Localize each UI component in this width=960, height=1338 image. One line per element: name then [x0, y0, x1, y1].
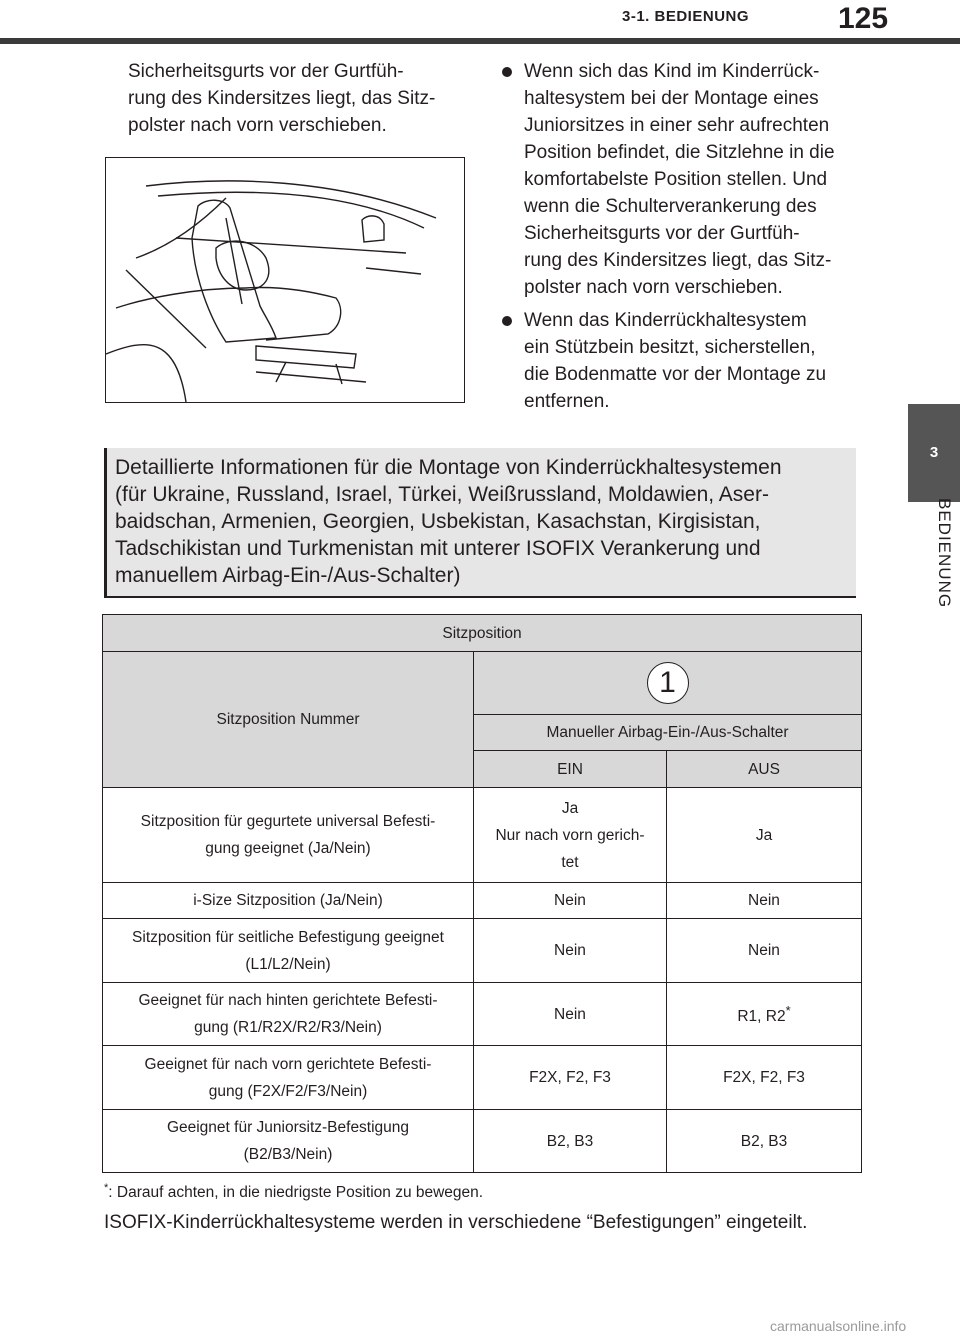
table-header-row — [103, 615, 862, 652]
row-label-line: (L1/L2/Nein) — [245, 955, 331, 973]
intro-paragraph — [128, 58, 473, 139]
intro-line: rung des Kindersitzes liegt, das Sitz- — [128, 88, 436, 109]
row-label-line: Sitzposition für gegurtete universal Befesti- — [140, 813, 436, 830]
seat-number-badge: 1 — [647, 662, 689, 704]
bullet-line: polster nach vorn verschieben. — [524, 277, 783, 298]
info-box-title — [115, 454, 845, 589]
row-value-on: Nein — [474, 919, 667, 983]
row-value-on: Nein — [474, 883, 667, 919]
bullet-list — [500, 58, 865, 421]
row-value-off: Nein — [667, 883, 862, 919]
child-seat-illustration — [106, 158, 464, 402]
airbag-off-label: AUS — [667, 751, 862, 788]
table-row — [103, 1046, 862, 1110]
seat-position-table — [102, 614, 862, 1173]
info-box-rule — [104, 596, 856, 598]
row-label-line: gung geeignet (Ja/Nein) — [205, 840, 371, 857]
airbag-switch-label: Manueller Airbag-Ein-/Aus-Schalter — [474, 715, 862, 751]
table-row — [103, 883, 862, 919]
row-value-off: Nein — [667, 919, 862, 983]
row-label — [103, 983, 474, 1046]
info-title-line: manuellem Airbag-Ein-/Aus-Schalter) — [115, 564, 461, 587]
bullet-line: wenn die Schulterverankerung des — [524, 196, 817, 217]
bullet-item — [500, 58, 865, 301]
info-box — [104, 448, 856, 598]
footnote — [104, 1182, 483, 1202]
bullet-line: entfernen. — [524, 391, 610, 412]
footnote-text: : Darauf achten, in die niedrigste Position zu bewegen. — [108, 1184, 484, 1202]
row-value-off — [667, 983, 862, 1046]
table-row — [103, 788, 862, 883]
row-label — [103, 1046, 474, 1110]
info-box-bar — [104, 448, 107, 598]
row-label-line: Geeignet für nach vorn gerichtete Befesti- — [144, 1055, 432, 1073]
row-label-line: gung (R1/R2X/R2/R3/Nein) — [194, 1019, 382, 1036]
row-label: i-Size Sitzposition (Ja/Nein) — [103, 883, 474, 919]
airbag-on-label: EIN — [474, 751, 667, 788]
info-title-line: baidschan, Armenien, Georgien, Usbekistan, Kasachstan, Kirgisistan, — [115, 510, 761, 533]
chapter-label: BEDIENUNG — [935, 498, 954, 609]
bullet-line: Wenn das Kinderrückhaltesystem — [524, 310, 807, 331]
bullet-line: die Bodenmatte vor der Montage zu — [524, 364, 827, 385]
table-row — [103, 919, 862, 983]
footnote-marker: * — [785, 1003, 791, 1019]
bullet-line: rung des Kindersitzes liegt, das Sitz- — [524, 250, 832, 271]
row-label — [103, 788, 474, 883]
bullet-line: haltesystem bei der Montage eines — [524, 88, 819, 109]
info-title-line: (für Ukraine, Russland, Israel, Türkei, Weißrussland, Moldawien, Aser- — [115, 483, 769, 506]
child-seat-figure — [105, 157, 465, 403]
row-label — [103, 919, 474, 983]
header-cell-sitzposition: Sitzposition — [103, 615, 862, 652]
intro-line: polster nach vorn verschieben. — [128, 115, 387, 136]
value-line: Ja — [561, 799, 579, 817]
header-rule — [0, 38, 960, 44]
row-value-on — [474, 788, 667, 883]
row-label — [103, 1110, 474, 1173]
row-value-off: F2X, F2, F3 — [667, 1046, 862, 1110]
table-row — [103, 1110, 862, 1173]
value-line: Ja — [755, 826, 773, 844]
row-label-line: Geeignet für Juniorsitz-Befestigung — [166, 1119, 410, 1136]
section-title: 3-1. BEDIENUNG — [622, 8, 750, 25]
bullet-icon — [502, 316, 512, 326]
page-number: 125 — [838, 2, 889, 35]
info-title-line: Detaillierte Informationen für die Montage von Kinderrückhaltesystemen — [115, 456, 782, 479]
row-label-line: Geeignet für nach hinten gerichtete Befesti- — [138, 992, 438, 1009]
bullet-line: Position befindet, die Sitzlehne in die — [524, 142, 835, 163]
bullet-line: Sicherheitsgurts vor der Gurtfüh- — [524, 223, 800, 244]
table-row — [103, 652, 862, 715]
footnote-marker: * — [104, 1182, 109, 1194]
chapter-tab: 3 — [908, 404, 960, 502]
row-value-on: B2, B3 — [474, 1110, 667, 1173]
value-line: Nur nach vorn gerich- — [495, 826, 645, 844]
closing-paragraph: ISOFIX-Kinderrückhaltesysteme werden in verschiedene “Befestigungen” eingeteilt. — [104, 1212, 808, 1233]
seat-number-cell — [474, 652, 862, 715]
bullet-icon — [502, 67, 512, 77]
seat-number-label: Sitzposition Nummer — [103, 652, 474, 788]
bullet-line: komfortabelste Position stellen. Und — [524, 169, 828, 190]
value-line: tet — [561, 853, 579, 871]
watermark: carmanualsonline.info — [770, 1318, 907, 1334]
table-row — [103, 983, 862, 1046]
row-value-on: F2X, F2, F3 — [474, 1046, 667, 1110]
row-value-off: B2, B3 — [667, 1110, 862, 1173]
row-label-line: gung (F2X/F2/F3/Nein) — [208, 1082, 368, 1100]
value-line: R1, R2 — [737, 1008, 786, 1026]
row-value-off — [667, 788, 862, 883]
bullet-line: ein Stützbein besitzt, sicherstellen, — [524, 337, 816, 358]
intro-line: Sicherheitsgurts vor der Gurtfüh- — [128, 61, 404, 82]
row-value-on: Nein — [474, 983, 667, 1046]
bullet-item — [500, 307, 865, 415]
row-label-line: (B2/B3/Nein) — [243, 1146, 333, 1163]
bullet-line: Juniorsitzes in einer sehr aufrechten — [524, 115, 830, 136]
row-label-line: Sitzposition für seitliche Befestigung geeignet — [132, 928, 444, 946]
info-title-line: Tadschikistan und Turkmenistan mit unterer ISOFIX Verankerung und — [115, 537, 761, 560]
bullet-line: Wenn sich das Kind im Kinderrück- — [524, 61, 820, 82]
